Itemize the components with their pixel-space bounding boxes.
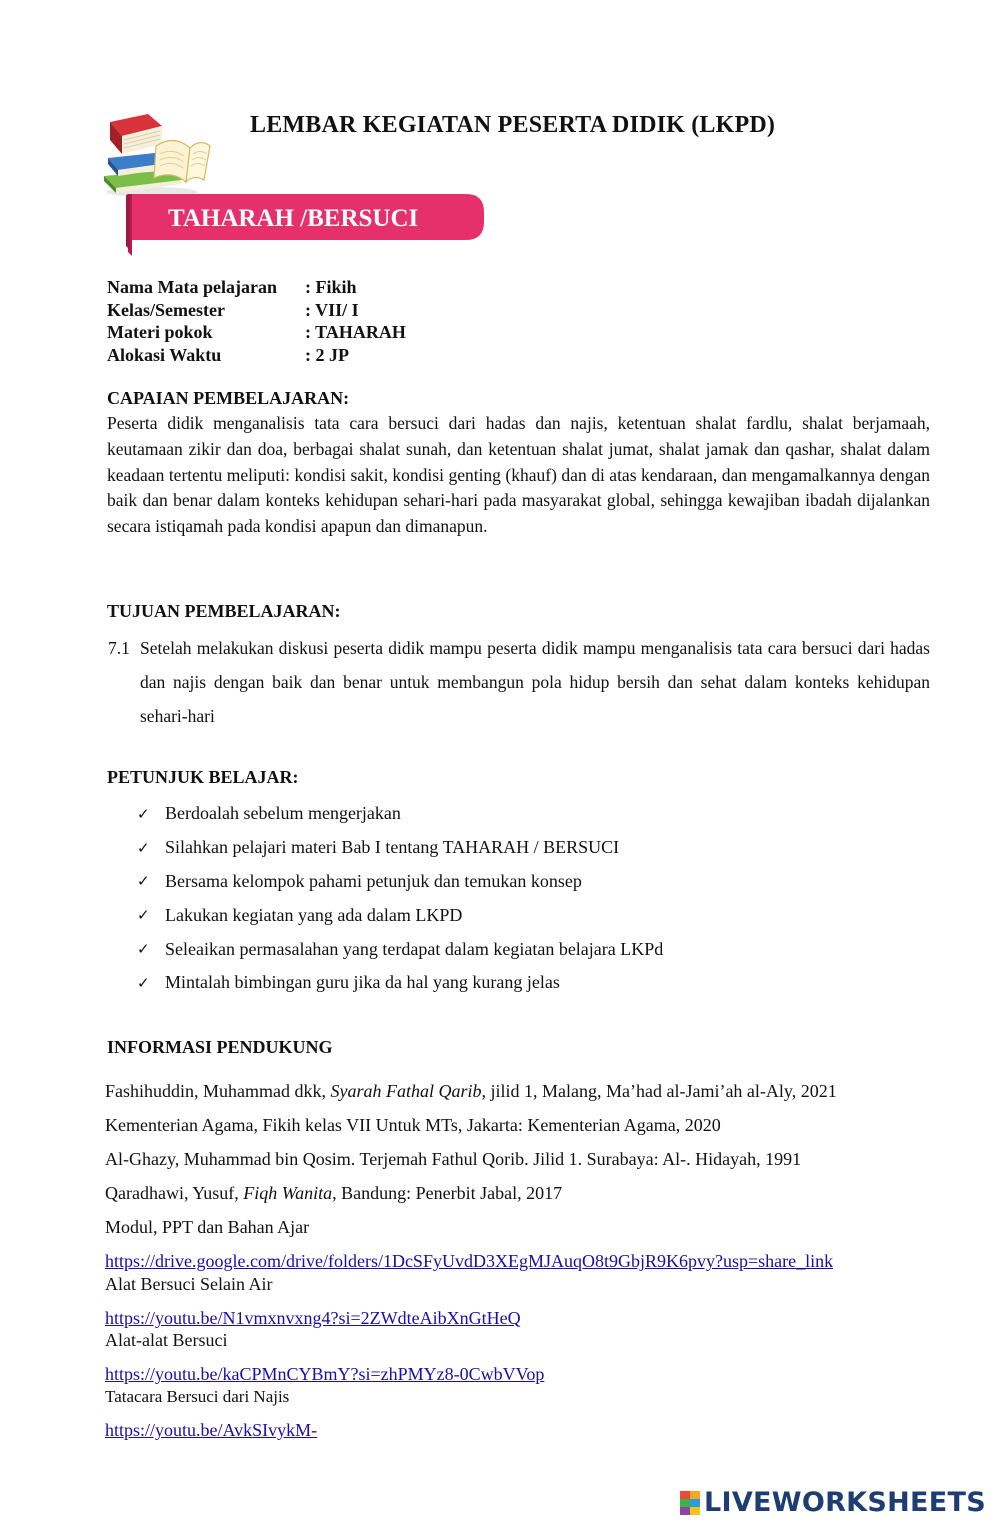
liveworksheets-watermark — [680, 1487, 986, 1518]
reference-title: Fiqh Wanita — [243, 1183, 333, 1203]
list-item — [137, 932, 663, 966]
list-item — [137, 865, 663, 899]
identity-value: : 2 JP — [305, 344, 349, 365]
tujuan-number: 7.1 — [108, 638, 130, 658]
list-item-text: Mintalah bimbingan guru jika da hal yang kurang jelas — [165, 972, 560, 993]
identity-key: Kelas/Semester — [107, 299, 225, 320]
identity-value: : TAHARAH — [305, 322, 406, 342]
reference-5: Modul, PPT dan Bahan Ajar — [105, 1217, 310, 1237]
drive-link[interactable]: https://drive.google.com/drive/folders/1DcSFyUvdD3XEgMJAuqO8t9GbjR9K6pvy?usp=share_link — [105, 1251, 834, 1271]
identity-row — [107, 276, 406, 299]
reference-text: Fashihuddin, Muhammad dkk, — [105, 1081, 331, 1101]
reference-text: , Bandung: Penerbit Jabal, 2017 — [332, 1183, 563, 1203]
identity-key: Materi pokok — [107, 322, 213, 342]
list-item-text: Bersama kelompok pahami petunjuk dan temukan konsep — [165, 870, 582, 891]
check-icon: ✓ — [137, 872, 150, 891]
watermark-text: LIVEWORKSHEETS — [703, 1487, 986, 1518]
reference-2: Kementerian Agama, Fikih kelas VII Untuk MTs, Jakarta: Kementerian Agama, 2020 — [105, 1115, 721, 1135]
list-item — [137, 831, 663, 865]
video-link-3[interactable]: https://youtu.be/AvkSIvykM- — [105, 1420, 318, 1440]
video-label-3: Tatacara Bersuci dari Najis — [105, 1387, 290, 1406]
list-item-text: Lakukan kegiatan yang ada dalam LKPD — [165, 904, 463, 925]
petunjuk-heading: PETUNJUK BELAJAR: — [107, 767, 299, 787]
video-link-1[interactable]: https://youtu.be/N1vmxnvxng4?si=2ZWdteAibXnGtHeQ — [105, 1308, 521, 1328]
identity-row — [107, 321, 406, 344]
capaian-heading: CAPAIAN PEMBELAJARAN: — [107, 388, 350, 408]
informasi-heading: INFORMASI PENDUKUNG — [107, 1037, 333, 1057]
list-item — [137, 797, 663, 831]
tujuan-text: Setelah melakukan diskusi peserta didik mampu peserta didik mampu menganalisis tata cara bersuci dari hadas dan najis dengan baik dan benar untuk membangun pola hidup bersih dan sehat dalam konteks kehidupan sehari-hari — [140, 638, 930, 726]
identity-key: Nama Mata pelajaran — [107, 277, 277, 297]
tujuan-heading: TUJUAN PEMBELAJARAN: — [107, 601, 341, 621]
reference-text: jilid 1, Malang, Ma’had al-Jami’ah al-Aly, 2021 — [486, 1081, 837, 1101]
reference-text: Qaradhawi, Yusuf, — [105, 1183, 244, 1203]
check-icon: ✓ — [137, 973, 150, 992]
books-icon — [100, 104, 212, 198]
video-label-1: Alat Bersuci Selain Air — [105, 1274, 273, 1294]
page-title: LEMBAR KEGIATAN PESERTA DIDIK (LKPD) — [250, 112, 776, 138]
identity-row — [107, 344, 406, 367]
identity-table — [107, 276, 406, 366]
list-item — [137, 966, 663, 1000]
capaian-text: Peserta didik menganalisis tata cara bersuci dari hadas dan najis, ketentuan shalat fardlu, shalat berjamaah, keutamaan zikir dan doa, berbagai shalat sunah, dan ketentuan shalat jumat, shalat jamak dan qashar, shalat dalam keadaan tertentu meliputi: kondisi sakit, kondisi genting (khauf) dan di atas kendaraan, dan mengamalkannya dengan baik dan benar dalam konteks kehidupan sehari-hari pada masyarakat global, sehingga kewajiban ibadah dijalankan secara istiqamah pada kondisi apapun dan dimanapun. — [107, 413, 930, 537]
list-item — [137, 898, 663, 932]
petunjuk-list — [137, 797, 663, 1000]
check-icon: ✓ — [137, 804, 150, 823]
check-icon: ✓ — [137, 838, 150, 857]
reference-3: Al-Ghazy, Muhammad bin Qosim. Terjemah Fathul Qorib. Jilid 1. Surabaya: Al-. Hidayah, 1991 — [105, 1149, 802, 1169]
identity-value: : VII/ I — [305, 299, 359, 320]
reference-1 — [105, 1081, 837, 1102]
identity-row — [107, 299, 406, 322]
tujuan-block — [108, 631, 930, 733]
check-icon: ✓ — [137, 906, 150, 925]
list-item-text: Berdoalah sebelum mengerjakan — [165, 803, 401, 824]
reference-4 — [105, 1183, 562, 1204]
topic-banner-label: TAHARAH /BERSUCI — [168, 205, 419, 232]
list-item-text: Seleaikan permasalahan yang terdapat dalam kegiatan belajara LKPd — [165, 938, 664, 959]
identity-key: Alokasi Waktu — [107, 344, 222, 365]
identity-value: : Fikih — [305, 277, 357, 297]
list-item-text: Silahkan pelajari materi Bab I tentang TAHARAH / BERSUCI — [165, 837, 620, 858]
liveworksheets-logo-icon — [680, 1491, 700, 1515]
reference-title: Syarah Fathal Qarib, — [330, 1081, 486, 1101]
video-link-2[interactable]: https://youtu.be/kaCPMnCYBmY?si=zhPMYz8-0CwbVVop — [105, 1364, 545, 1384]
video-label-2: Alat-alat Bersuci — [105, 1330, 228, 1350]
check-icon: ✓ — [137, 940, 150, 959]
